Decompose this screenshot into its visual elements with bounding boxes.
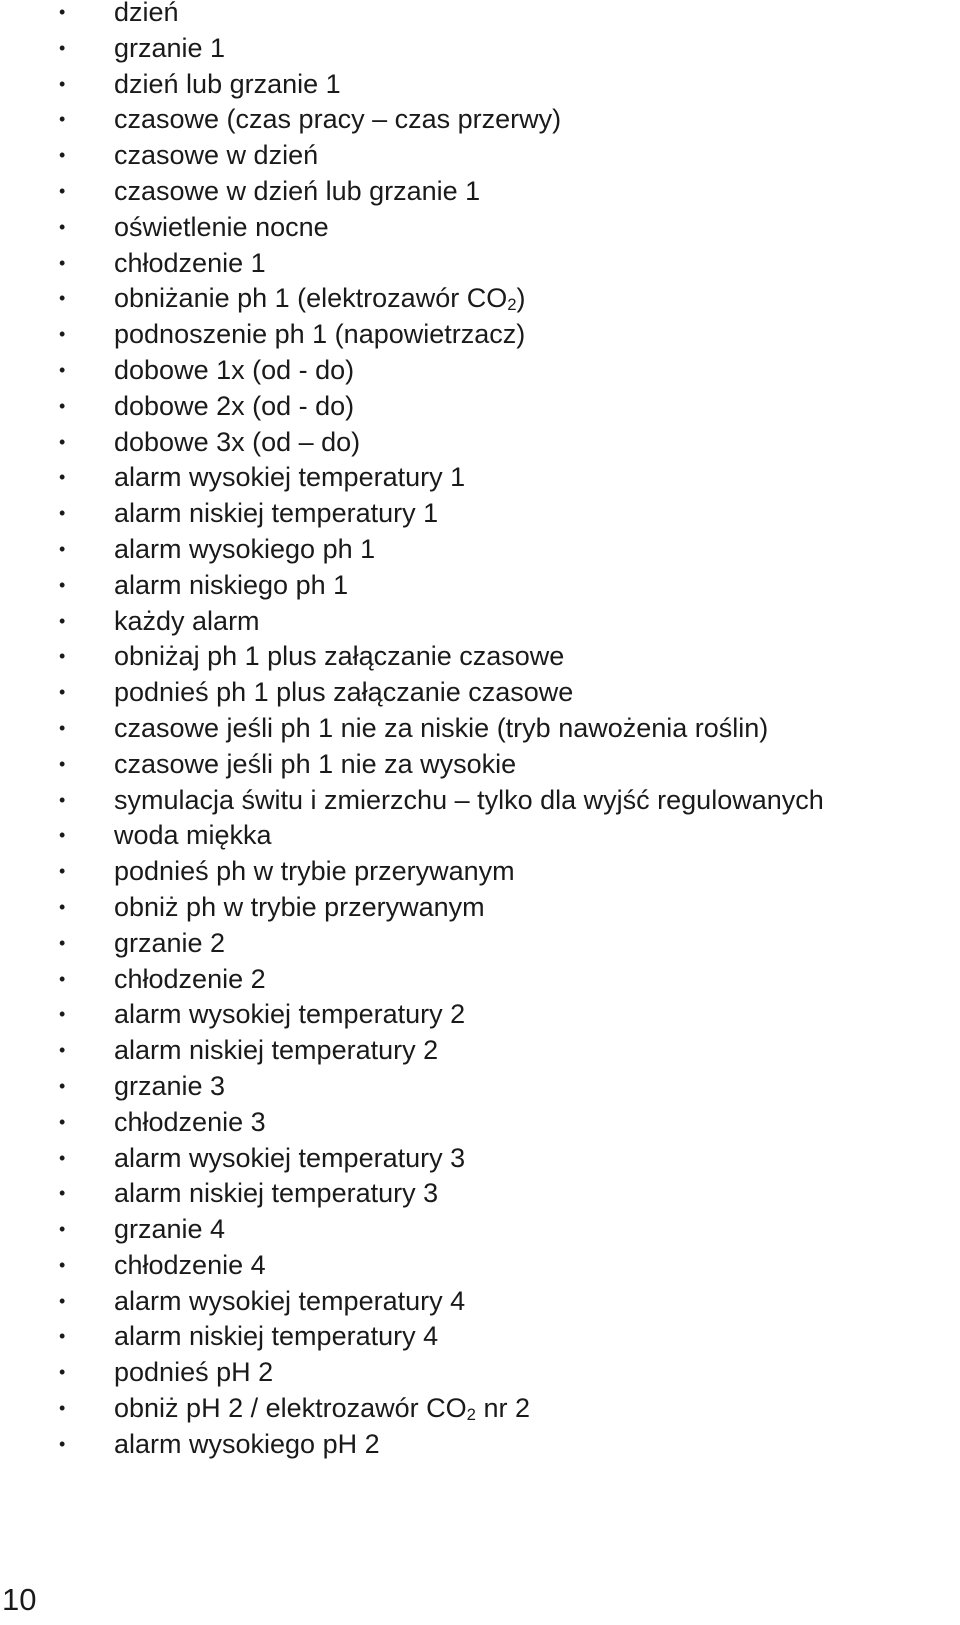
bullet-icon: • (59, 1147, 66, 1168)
list-item-text: grzanie 3 (114, 1070, 226, 1101)
list-item (0, 425, 960, 461)
bullet-icon: • (59, 2, 66, 22)
bullet-icon: • (59, 1004, 66, 1025)
list-item-text: podnieś ph 1 plus załączanie czasowe (114, 677, 574, 708)
list-item (0, 1427, 960, 1463)
list-item-label (114, 747, 516, 783)
list-item-text: podnieś pH 2 (114, 1357, 274, 1388)
list-item-text: obniż ph w trybie przerywanym (114, 891, 485, 922)
list-item-text: alarm wysokiego pH 2 (114, 1428, 380, 1459)
list-item-text-suffix: ) (516, 283, 526, 314)
list-item-text: woda miękka (114, 820, 272, 851)
bullet-icon: • (59, 503, 66, 524)
list-item-label (114, 67, 341, 103)
bullet-icon: • (59, 395, 66, 416)
list-item-text: alarm niskiego ph 1 (114, 569, 349, 600)
bullet-icon: • (59, 1290, 66, 1311)
bullet-icon: • (59, 574, 66, 595)
bullet-icon: • (59, 968, 66, 989)
bullet-icon: • (59, 145, 66, 166)
list-item-text: grzanie 1 (114, 32, 226, 63)
list-item-text: podnoszenie ph 1 (napowietrzacz) (114, 319, 526, 350)
list-item-text: czasowe w dzień (114, 140, 319, 171)
bullet-icon: • (59, 789, 66, 810)
list-item (0, 1319, 960, 1355)
bullet-icon: • (59, 288, 66, 309)
list-item-text: dobowe 1x (od - do) (114, 354, 355, 385)
list-item (0, 1391, 960, 1427)
list-item (0, 639, 960, 675)
list-item-label (114, 962, 266, 998)
list-item (0, 1141, 960, 1177)
list-item (0, 890, 960, 926)
bullet-icon: • (59, 1075, 66, 1096)
bullet-icon: • (59, 861, 66, 882)
list-item-label (114, 31, 225, 67)
list-item-text: czasowe (czas pracy – czas przerwy) (114, 104, 562, 135)
bullet-icon: • (59, 467, 66, 488)
list-item-text: alarm wysokiej temperatury 2 (114, 999, 466, 1030)
list-item-text: czasowe jeśli ph 1 nie za wysokie (114, 748, 517, 779)
list-item (0, 783, 960, 819)
bullet-icon: • (59, 1254, 66, 1275)
list-item-label (114, 711, 768, 747)
list-item (0, 281, 960, 317)
list-item (0, 1284, 960, 1320)
list-item (0, 997, 960, 1033)
list-item-text: każdy alarm (114, 605, 260, 636)
list-item (0, 1105, 960, 1141)
list-item-label (114, 783, 824, 819)
list-item (0, 1176, 960, 1212)
list-item-text: oświetlenie nocne (114, 211, 329, 242)
list-item-label (114, 174, 480, 210)
list-item (0, 353, 960, 389)
list-item-label (114, 568, 348, 604)
list-item-text: czasowe jeśli ph 1 nie za niskie (tryb nawożenia roślin) (114, 712, 769, 743)
list-item-label (114, 1033, 438, 1069)
bullet-icon: • (59, 932, 66, 953)
list-item (0, 818, 960, 854)
list-item-label (114, 1141, 465, 1177)
list-item (0, 1248, 960, 1284)
bullet-icon: • (59, 216, 66, 237)
bullet-icon: • (59, 73, 66, 94)
list-item (0, 1069, 960, 1105)
list-item (0, 460, 960, 496)
list-item (0, 246, 960, 282)
bullet-icon: • (59, 109, 66, 130)
list-item (0, 389, 960, 425)
list-item-label (114, 1284, 465, 1320)
page-number: 10 (2, 1582, 37, 1617)
list-item-label (114, 1391, 530, 1427)
list-item-text: obniż pH 2 / elektrozawór CO (114, 1393, 467, 1424)
bullet-icon: • (59, 252, 66, 273)
list-item-label (114, 1069, 225, 1105)
list-item-label (114, 496, 438, 532)
list-item (0, 102, 960, 138)
list-item-text: dobowe 3x (od – do) (114, 426, 361, 457)
list-item-text: chłodzenie 4 (114, 1249, 266, 1280)
list-item-label (114, 389, 354, 425)
list-item-text: alarm wysokiej temperatury 3 (114, 1142, 466, 1173)
list-item-label (114, 890, 485, 926)
bullet-icon: • (59, 1398, 66, 1419)
list-item-text: alarm wysokiej temperatury 4 (114, 1285, 466, 1316)
list-item-text: symulacja świtu i zmierzchu – tylko dla wyjść regulowanych (114, 784, 824, 815)
list-item-label (114, 0, 179, 31)
list-item-text: czasowe w dzień lub grzanie 1 (114, 175, 481, 206)
list-item-label (114, 639, 564, 675)
list-item-text: alarm wysokiego ph 1 (114, 533, 376, 564)
list-item-text: alarm niskiej temperatury 1 (114, 498, 439, 529)
list-item (0, 568, 960, 604)
list-item-text: podnieś ph w trybie przerywanym (114, 856, 515, 887)
subscript: 2 (507, 295, 517, 315)
list-item-label (114, 210, 329, 246)
list-item-label (114, 1105, 266, 1141)
list-item-label (114, 138, 318, 174)
list-item-label (114, 460, 465, 496)
list-item-text: grzanie 4 (114, 1214, 226, 1245)
list-item-text: obniżanie ph 1 (elektrozawór CO (114, 283, 508, 314)
list-item-label (114, 353, 354, 389)
list-item (0, 1355, 960, 1391)
list-item (0, 711, 960, 747)
bullet-icon: • (59, 1183, 66, 1204)
list-item-text: dzień lub grzanie 1 (114, 68, 341, 99)
list-item-label (114, 997, 465, 1033)
list-item-label (114, 102, 561, 138)
list-item-text: chłodzenie 1 (114, 247, 266, 278)
bullet-icon: • (59, 1111, 66, 1132)
bullet-icon: • (59, 538, 66, 559)
list-item (0, 675, 960, 711)
bullet-icon: • (59, 37, 66, 58)
list-item-label (114, 532, 375, 568)
list-item (0, 1212, 960, 1248)
list-item (0, 174, 960, 210)
list-item-text-suffix: nr 2 (475, 1393, 530, 1424)
bullet-icon: • (59, 1433, 66, 1454)
list-item-text: alarm niskiej temperatury 3 (114, 1178, 439, 1209)
list-item-label (114, 1176, 438, 1212)
list-item-label (114, 1212, 225, 1248)
list-item-text: alarm niskiej temperatury 2 (114, 1035, 439, 1066)
bullet-icon: • (59, 717, 66, 738)
list-item-text: obniżaj ph 1 plus załączanie czasowe (114, 641, 565, 672)
bullet-icon: • (59, 1326, 66, 1347)
list-item-label (114, 1355, 273, 1391)
list-item (0, 926, 960, 962)
list-item-label (114, 246, 266, 282)
list-item-label (114, 604, 260, 640)
subscript: 2 (466, 1405, 476, 1425)
list-item-text: grzanie 2 (114, 927, 226, 958)
list-item-label (114, 281, 526, 317)
list-item-label (114, 425, 360, 461)
bullet-icon: • (59, 825, 66, 846)
list-item (0, 604, 960, 640)
list-item (0, 532, 960, 568)
list-item (0, 854, 960, 890)
list-item-label (114, 1319, 438, 1355)
list-item-text: alarm niskiej temperatury 4 (114, 1321, 439, 1352)
bullet-icon: • (59, 1362, 66, 1383)
bullet-icon: • (59, 1219, 66, 1240)
list-item-label (114, 1248, 266, 1284)
list-item (0, 317, 960, 353)
list-item-label (114, 818, 272, 854)
list-item-label (114, 854, 515, 890)
list-item-text: dobowe 2x (od - do) (114, 390, 355, 421)
bullet-icon: • (59, 324, 66, 345)
list-item (0, 67, 960, 103)
bullet-icon: • (59, 359, 66, 380)
list-item (0, 962, 960, 998)
list-item-text: alarm wysokiej temperatury 1 (114, 462, 466, 493)
list-item-text: dzień (114, 0, 179, 27)
bullet-icon: • (59, 682, 66, 703)
list-item (0, 31, 960, 67)
list-item (0, 496, 960, 532)
list-item (0, 138, 960, 174)
list-item-text: chłodzenie 3 (114, 1106, 266, 1137)
bullet-icon: • (59, 610, 66, 631)
bullet-icon: • (59, 896, 66, 917)
list-item-label (114, 317, 525, 353)
list-item-label (114, 675, 573, 711)
list-item (0, 747, 960, 783)
list-item (0, 1033, 960, 1069)
bullet-icon: • (59, 646, 66, 667)
bullet-icon: • (59, 753, 66, 774)
bullet-icon: • (59, 180, 66, 201)
bullet-icon: • (59, 1040, 66, 1061)
list-item-label (114, 926, 225, 962)
list-item-text: chłodzenie 2 (114, 963, 266, 994)
list-item (0, 210, 960, 246)
list-item-label (114, 1427, 380, 1463)
bullet-icon: • (59, 431, 66, 452)
list-item (0, 0, 960, 31)
